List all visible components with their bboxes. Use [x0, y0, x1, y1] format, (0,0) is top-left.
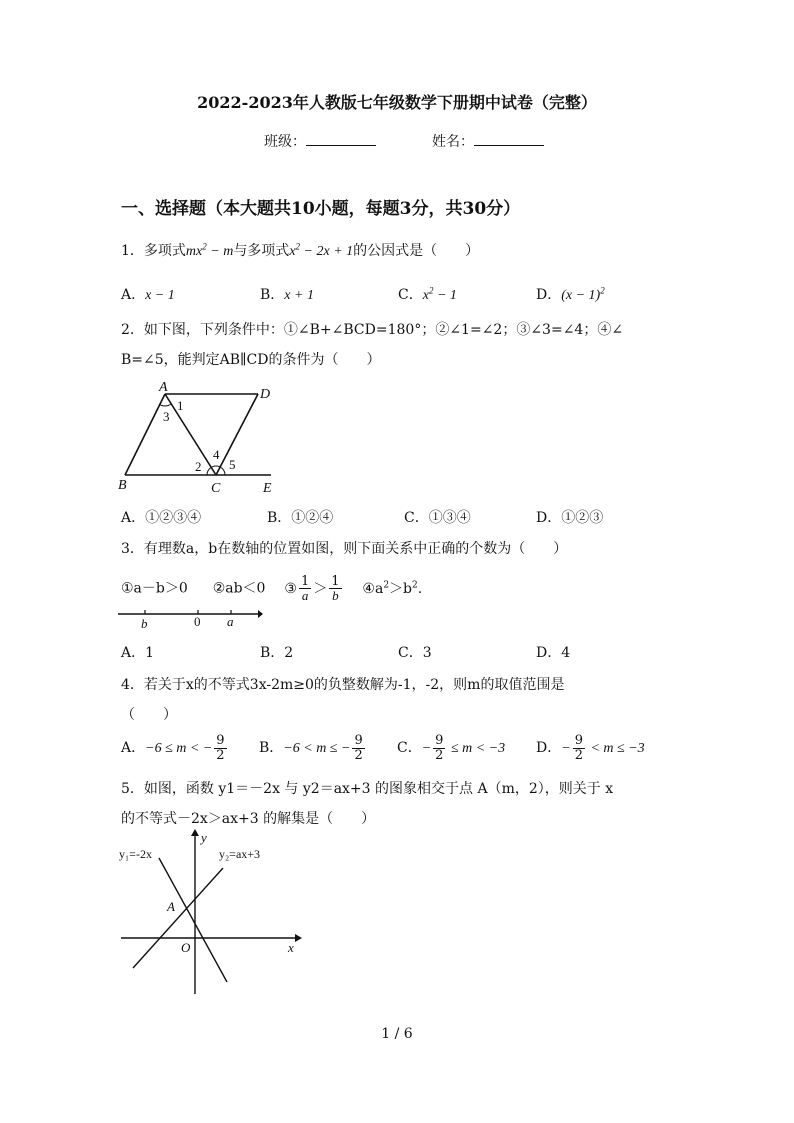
option-text: ①②④ [291, 510, 334, 526]
q3-conditions [121, 566, 422, 604]
label-c: C [211, 481, 221, 495]
q1-suffix: 的公因式是（ ） [353, 243, 480, 259]
fraction [433, 734, 445, 762]
q3-option-a[interactable] [121, 642, 154, 662]
q2-figure [115, 380, 285, 495]
option-post: < m ≤ −3 [586, 741, 645, 756]
q3-option-b[interactable] [260, 642, 293, 662]
q2-option-b[interactable] [267, 507, 333, 527]
q4-line2: （ ） [121, 707, 177, 723]
label-x-axis: x [288, 940, 294, 955]
fraction-denominator: a [301, 588, 309, 604]
label-1: 1 [177, 398, 184, 413]
fraction-denominator: 2 [216, 747, 225, 763]
option-letter: B． [260, 645, 285, 661]
label-a: A [159, 380, 168, 395]
fraction-denominator: 2 [574, 747, 583, 763]
question-1 [121, 240, 479, 260]
fraction-numerator: 9 [574, 732, 583, 748]
line-cd [216, 394, 258, 475]
q3-option-d[interactable] [536, 642, 570, 662]
q1-poly1 [185, 241, 234, 259]
y-axis-arrow [191, 829, 199, 836]
q4-option-b[interactable] [259, 728, 367, 768]
label-d: D [260, 387, 271, 402]
option-letter: A． [121, 740, 146, 756]
q1-poly1-exp: 2 [202, 241, 207, 252]
option-pre: −6 < m ≤ − [283, 741, 351, 756]
fraction [214, 734, 226, 762]
option-text [561, 285, 605, 303]
option-letter: B． [259, 740, 284, 756]
option-text: 1 [145, 645, 155, 661]
line-ab [125, 394, 165, 475]
option-rest: − 1 [433, 288, 457, 303]
label-a: a [227, 614, 234, 629]
q3-c4-end: . [417, 580, 423, 597]
name-label: 姓名： [432, 134, 474, 150]
class-field [264, 131, 376, 151]
option-exp: 2 [428, 285, 434, 296]
line-y1 [159, 858, 227, 982]
label-y2: y₂=ax+3 [219, 847, 261, 861]
fraction-numerator: 9 [435, 732, 444, 748]
option-base: x [422, 288, 429, 303]
option-letter: D． [536, 645, 562, 661]
option-letter: D． [536, 740, 562, 756]
label-3: 3 [163, 409, 170, 424]
option-letter: A． [121, 287, 146, 303]
fraction-denominator: 2 [435, 747, 444, 763]
q3-c4-base: ④a [362, 580, 384, 597]
q1-option-c[interactable] [398, 284, 457, 304]
q2-option-a[interactable] [121, 507, 201, 527]
label-b: b [141, 616, 148, 631]
q1-option-a[interactable] [121, 284, 175, 304]
option-text: 3 [422, 645, 432, 661]
option-pre: −6 ≤ m < − [145, 741, 213, 756]
q1-prefix: 1．多项式 [121, 243, 186, 259]
q3-condition-1: ①a－b＞0 [121, 580, 188, 597]
q2-line2: B=∠5，能判定AB∥CD的条件为（ ） [121, 352, 381, 368]
fraction-numerator: 1 [331, 573, 340, 589]
option-letter: C． [404, 510, 429, 526]
option-base: (x − 1) [561, 288, 601, 303]
name-field [432, 131, 544, 151]
option-exp: 2 [600, 285, 605, 296]
fraction [299, 575, 311, 603]
option-post: ≤ m < −3 [447, 741, 506, 756]
q3-c3-op: ＞ [313, 580, 328, 597]
option-text: 2 [284, 645, 294, 661]
q3-option-c[interactable] [398, 642, 432, 662]
q1-mid: 与多项式 [233, 243, 290, 259]
q4-option-d[interactable] [536, 728, 645, 768]
fraction [573, 734, 585, 762]
q3-c4-exp1: 2 [383, 580, 390, 590]
option-pre: − [561, 741, 571, 756]
fraction-numerator: 1 [300, 573, 310, 589]
axis-arrow [258, 610, 263, 618]
x-axis-arrow [295, 934, 302, 942]
q1-poly2-base: x [289, 244, 296, 259]
class-blank [306, 131, 376, 146]
q1-poly2 [289, 241, 354, 259]
line-ac [165, 394, 216, 475]
fraction-denominator: b [332, 588, 339, 604]
label-e: E [263, 481, 272, 495]
label-5: 5 [229, 457, 236, 472]
q1-option-d[interactable] [536, 284, 605, 304]
option-pre: − [421, 741, 432, 756]
q3-number-line [118, 606, 263, 632]
option-letter: A． [121, 510, 146, 526]
fraction-numerator: 9 [216, 732, 225, 748]
q1-poly2-exp: 2 [295, 241, 301, 252]
option-text: ①②③ [561, 510, 604, 526]
option-text: ①③④ [428, 510, 471, 526]
label-2: 2 [195, 459, 202, 474]
page-number: 1 / 6 [381, 1026, 413, 1042]
line-y2 [133, 868, 223, 968]
q3-c4-exp2: 2 [412, 580, 418, 590]
page-title: 2022-2023年人教版七年级数学下册期中试卷（完整） [197, 93, 597, 112]
q1-poly2-rest: − 2x + 1 [300, 244, 354, 259]
label-point-a: A [167, 899, 175, 914]
label-y1: y₁=-2x [119, 847, 152, 861]
option-letter: B． [260, 287, 285, 303]
option-letter: C． [398, 287, 423, 303]
option-letter: B． [267, 510, 292, 526]
q4-option-c[interactable] [397, 728, 505, 768]
q3-condition-4 [362, 581, 422, 597]
option-letter: D． [536, 510, 562, 526]
q2-option-c[interactable] [404, 507, 471, 527]
fraction [329, 575, 341, 603]
q1-poly1-base: mx [185, 244, 203, 259]
name-blank [474, 131, 544, 146]
q1-option-b[interactable] [260, 284, 314, 304]
label-b: B [118, 478, 127, 493]
q3-line1: 3．有理数a，b在数轴的位置如图，则下面关系中正确的个数为（ ） [121, 541, 568, 557]
label-y-axis: y [201, 830, 207, 845]
q5-line2: 的不等式－2x＞ax+3 的解集是（ ） [121, 811, 376, 827]
option-text: x − 1 [145, 288, 175, 303]
fraction-denominator: 2 [354, 747, 363, 763]
option-text: x + 1 [284, 288, 314, 303]
label-origin: O [181, 940, 191, 955]
q4-line1: 4．若关于x的不等式3x-2m≥0的负整数解为-1，-2，则m的取值范围是 [121, 677, 565, 693]
option-letter: C． [397, 740, 422, 756]
q5-graph [115, 828, 305, 998]
q3-c4-op: ＞b [389, 580, 413, 597]
q2-line1: 2．如下图，下列条件中：①∠B+∠BCD=180°；②∠1=∠2；③∠3=∠4；④∠ [121, 322, 624, 338]
option-letter: A． [121, 645, 146, 661]
q4-option-a[interactable] [121, 728, 229, 768]
q1-poly1-rest: − m [206, 244, 234, 259]
q2-option-d[interactable] [536, 507, 603, 527]
label-zero: 0 [194, 614, 201, 629]
q3-condition-3 [284, 573, 343, 604]
option-letter: D． [536, 287, 562, 303]
section-heading: 一、选择题（本大题共10小题，每题3分，共30分） [121, 199, 521, 219]
q3-condition-2: ②ab＜0 [212, 580, 266, 597]
class-label: 班级： [264, 134, 306, 150]
q3-c3-prefix: ③ [284, 580, 297, 597]
option-letter: C． [398, 645, 423, 661]
fraction [352, 734, 364, 762]
option-text: 4 [561, 645, 571, 661]
q5-line1: 5．如图，函数 y1＝－2x 与 y2＝ax+3 的图象相交于点 A（m，2），则关于 x [121, 781, 614, 797]
option-text [422, 285, 457, 303]
fraction-numerator: 9 [354, 732, 363, 748]
label-4: 4 [213, 447, 220, 462]
option-text: ①②③④ [145, 510, 202, 526]
